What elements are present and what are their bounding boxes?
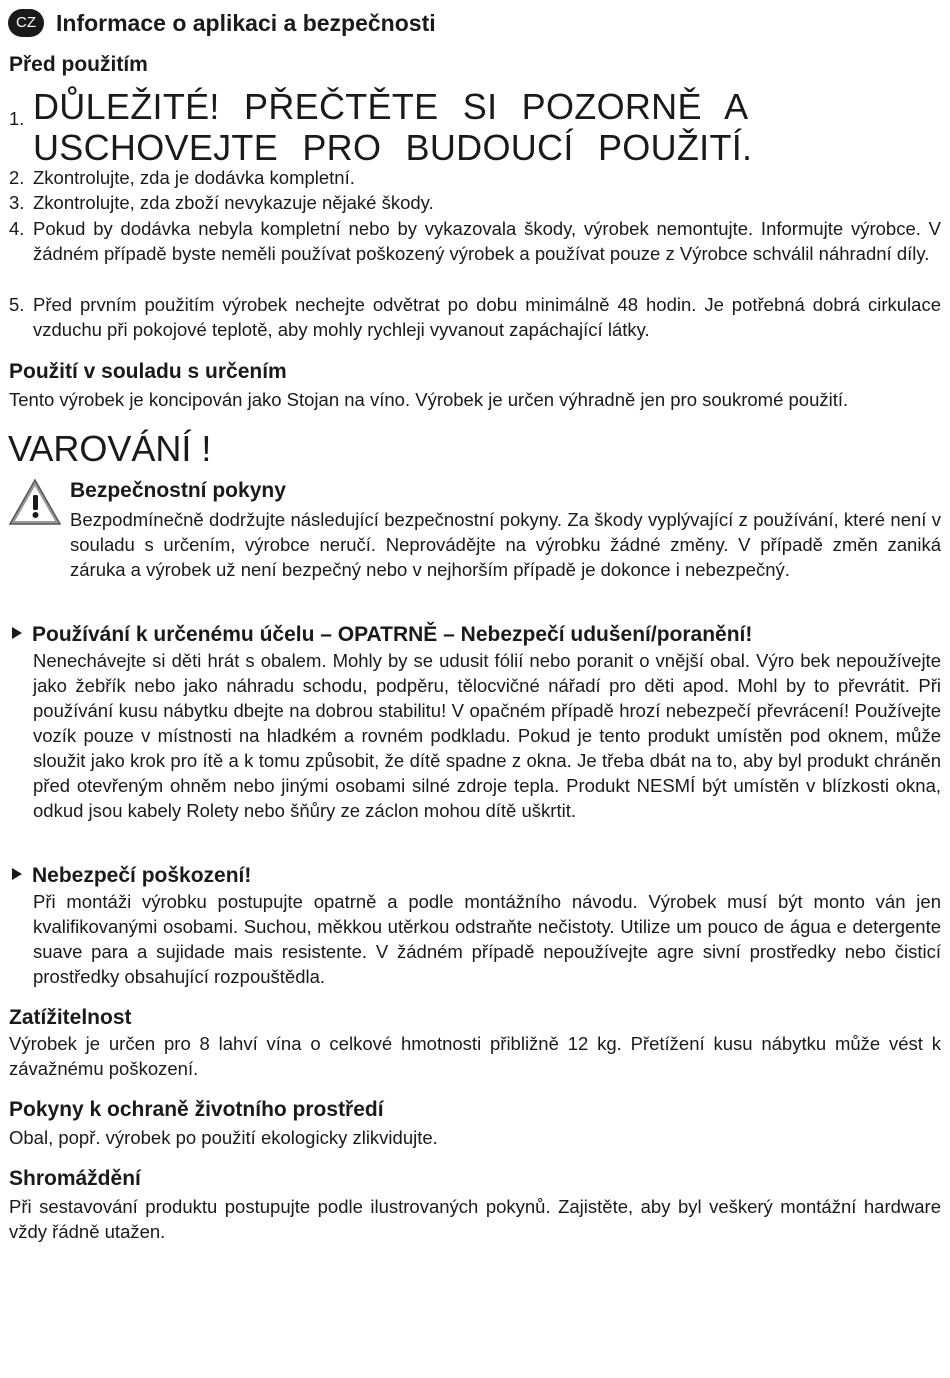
damage-heading (12, 863, 251, 889)
list-item (9, 165, 941, 190)
language-badge: CZ (8, 9, 44, 37)
intended-use-heading: Použití v souladu s určením (9, 360, 287, 383)
environment-text: Obal, popř. výrobek po použití ekologicky zlikvidujte. (9, 1127, 438, 1148)
damage-heading-text: Nebezpečí poškození! (32, 864, 252, 887)
warning-triangle-icon (8, 478, 63, 526)
triangle-bullet-icon (12, 868, 22, 880)
environment-heading: Pokyny k ochraně životního prostředí (9, 1098, 384, 1121)
list-number: 1. (9, 108, 25, 129)
triangle-bullet-icon (12, 627, 22, 639)
list-item (9, 190, 941, 215)
damage-text: Při montáži výrobku postupujte opatrně a podle montážního návodu. Výrobek musí být monto ván jen kvalifikovanými osobami. Suchou, měkkou utěrkou odstraňte nečistoty. Utilize um pouco de água e detergente suave para a sujidade mais resistente. V žádném případě nepoužívejte agre sivní prostředky nebo čisticí prostředky obsahující rozpouštědla. (33, 891, 941, 987)
list-number: 4. (9, 218, 25, 239)
assembly-text: Při sestavování produktu postupujte podle ilustrovaných pokynů. Zajistěte, aby byl veškerý montážní hardware vždy řádně utažen. (9, 1196, 941, 1242)
warning-title: VAROVÁNÍ ! (8, 428, 212, 469)
assembly-heading: Shromáždění (9, 1167, 141, 1190)
list-text: Zkontrolujte, zda je dodávka kompletní. (33, 167, 355, 188)
page-title: Informace o aplikaci a bezpečnosti (56, 10, 436, 36)
proper-use-heading-text: Používání k určenému účelu – OPATRNĚ – Nebezpečí udušení/poranění! (32, 623, 753, 646)
list-text: Zkontrolujte, zda zboží nevykazuje nějaké škody. (33, 192, 434, 213)
before-use-heading: Před použitím (9, 53, 148, 76)
load-text: Výrobek je určen pro 8 lahví vína o celkové hmotnosti přibližně 12 kg. Přetížení kusu nábytku může vést k závažnému poškození. (9, 1033, 941, 1079)
list-item (9, 86, 941, 168)
safety-text: Bezpodmínečně dodržujte následující bezpečnostní pokyny. Za škody vyplývající z používání, které není v souladu s určením, výrobce neručí. Neprovádějte na výrobku žádné změny. V případě změn zaniká záruka a výrobek už není bezpečný nebo v nejhorším případě je dokonce i nebezpečný. (70, 509, 941, 580)
intended-use-text: Tento výrobek je koncipován jako Stojan na víno. Výrobek je určen výhradně jen pro soukromé použití. (9, 389, 849, 410)
list-text: Před prvním použitím výrobek nechejte odvětrat po dobu minimálně 48 hodin. Je potřebná dobrá cirkulace vzduchu při pokojové teplotě, aby mohly rychleji vyvanout zapáchající látky. (33, 294, 941, 340)
list-number: 3. (9, 192, 25, 213)
list-number: 2. (9, 167, 25, 188)
load-heading: Zatížitelnost (9, 1006, 132, 1029)
safety-heading: Bezpečnostní pokyny (70, 479, 286, 502)
important-notice: DŮLEŽITÉ! PŘEČTĚTE SI POZORNĚ A USCHOVEJTE PRO BUDOUCÍ POUŽITÍ. (33, 86, 753, 168)
list-item (9, 292, 941, 342)
list-item (9, 216, 941, 266)
proper-use-heading (12, 622, 752, 648)
list-text: Pokud by dodávka nebyla kompletní nebo by vykazovala škody, výrobek nemontujte. Informujte výrobce. V žádném případě byste neměli používat poškozený výrobek a používat pouze z Výrobce schválil náhradní díly. (33, 218, 941, 264)
list-number: 5. (9, 294, 25, 315)
proper-use-text: Nenechávejte si děti hrát s obalem. Mohly by se udusit fólií nebo poranit o vnější obal. Výro bek nepoužívejte jako žebřík nebo jako náhradu schodu, podpěru, tělocvičné nářadí pro děti apod. Mohl by to převrátit. Při používání kusu nábytku dbejte na dobrou stabilitu! V opačném případě hrozí nebezpečí převrácení! Používejte vozík pouze v místnosti na hladkém a rovném podkladu. Pokud je tento produkt umístěn pod oknem, může sloužit jako krok pro ítě a k tomu způsobit, že dítě spadne z okna. Je třeba dbát na to, aby byl produkt chráněn před otevřeným ohněm nebo jinými osobami silné zdroje tepla. Produkt NESMÍ být umístěn v blízkosti okna, odkud jsou kabely Rolety nebo šňůry ze záclon mohou dítě uškrtit. (33, 650, 941, 821)
